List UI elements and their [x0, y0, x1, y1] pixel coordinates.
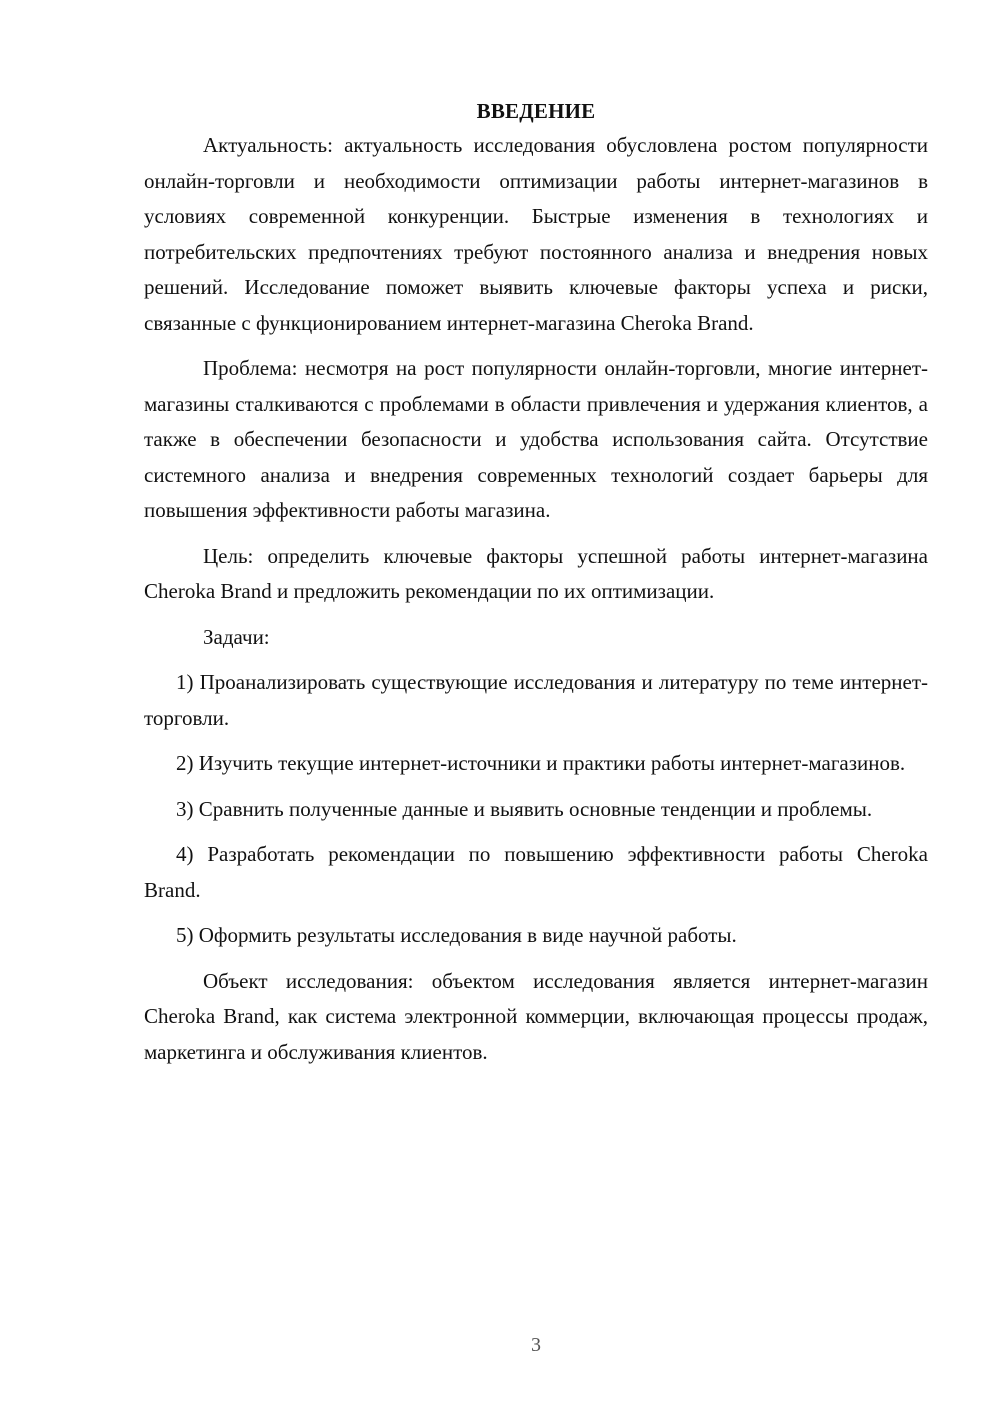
- section-heading: ВВЕДЕНИЕ: [476, 99, 596, 123]
- document-page: [144, 94, 928, 1080]
- goal-paragraph: Цель: определить ключевые факторы успешной работы интернет-магазина Cheroka Brand и предложить рекомендации по их оптимизации.: [144, 543, 928, 603]
- task-item: 4) Разработать рекомендации по повышению эффективности работы Cheroka Brand.: [144, 842, 928, 902]
- task-item: 2) Изучить текущие интернет-источники и практики работы интернет-магазинов.: [176, 751, 906, 775]
- task-item: 5) Оформить результаты исследования в виде научной работы.: [176, 923, 737, 947]
- problem-paragraph: Проблема: несмотря на рост популярности онлайн-торговли, многие интернет-магазины сталкиваются с проблемами в области привлечения и удержания клиентов, а также в обеспечении безопасности и удобства использования сайта. Отсутствие системного анализа и внедрения современных технологий создает барьеры для повышения эффективности работы магазина.: [144, 356, 928, 522]
- object-paragraph: Объект исследования: объектом исследования является интернет-магазин Cheroka Brand, как система электронной коммерции, включающая процессы продаж, маркетинга и обслуживания клиентов.: [144, 968, 928, 1064]
- relevance-paragraph: Актуальность: актуальность исследования обусловлена ростом популярности онлайн-торговли и необходимости оптимизации работы интернет-магазинов в условиях современной конкуренции. Быстрые изменения в технологиях и потребительских предпочтениях требуют постоянного анализа и внедрения новых решений. Исследование поможет выявить ключевые факторы успеха и риски, связанные с функционированием интернет-магазина Cheroka Brand.: [144, 133, 928, 335]
- task-item: 3) Сравнить полученные данные и выявить основные тенденции и проблемы.: [176, 796, 873, 821]
- task-item: 1) Проанализировать существующие исследования и литературу по теме интернет-торговли.: [144, 670, 928, 730]
- tasks-label: Задачи:: [203, 624, 270, 649]
- page-number: 3: [531, 1334, 541, 1356]
